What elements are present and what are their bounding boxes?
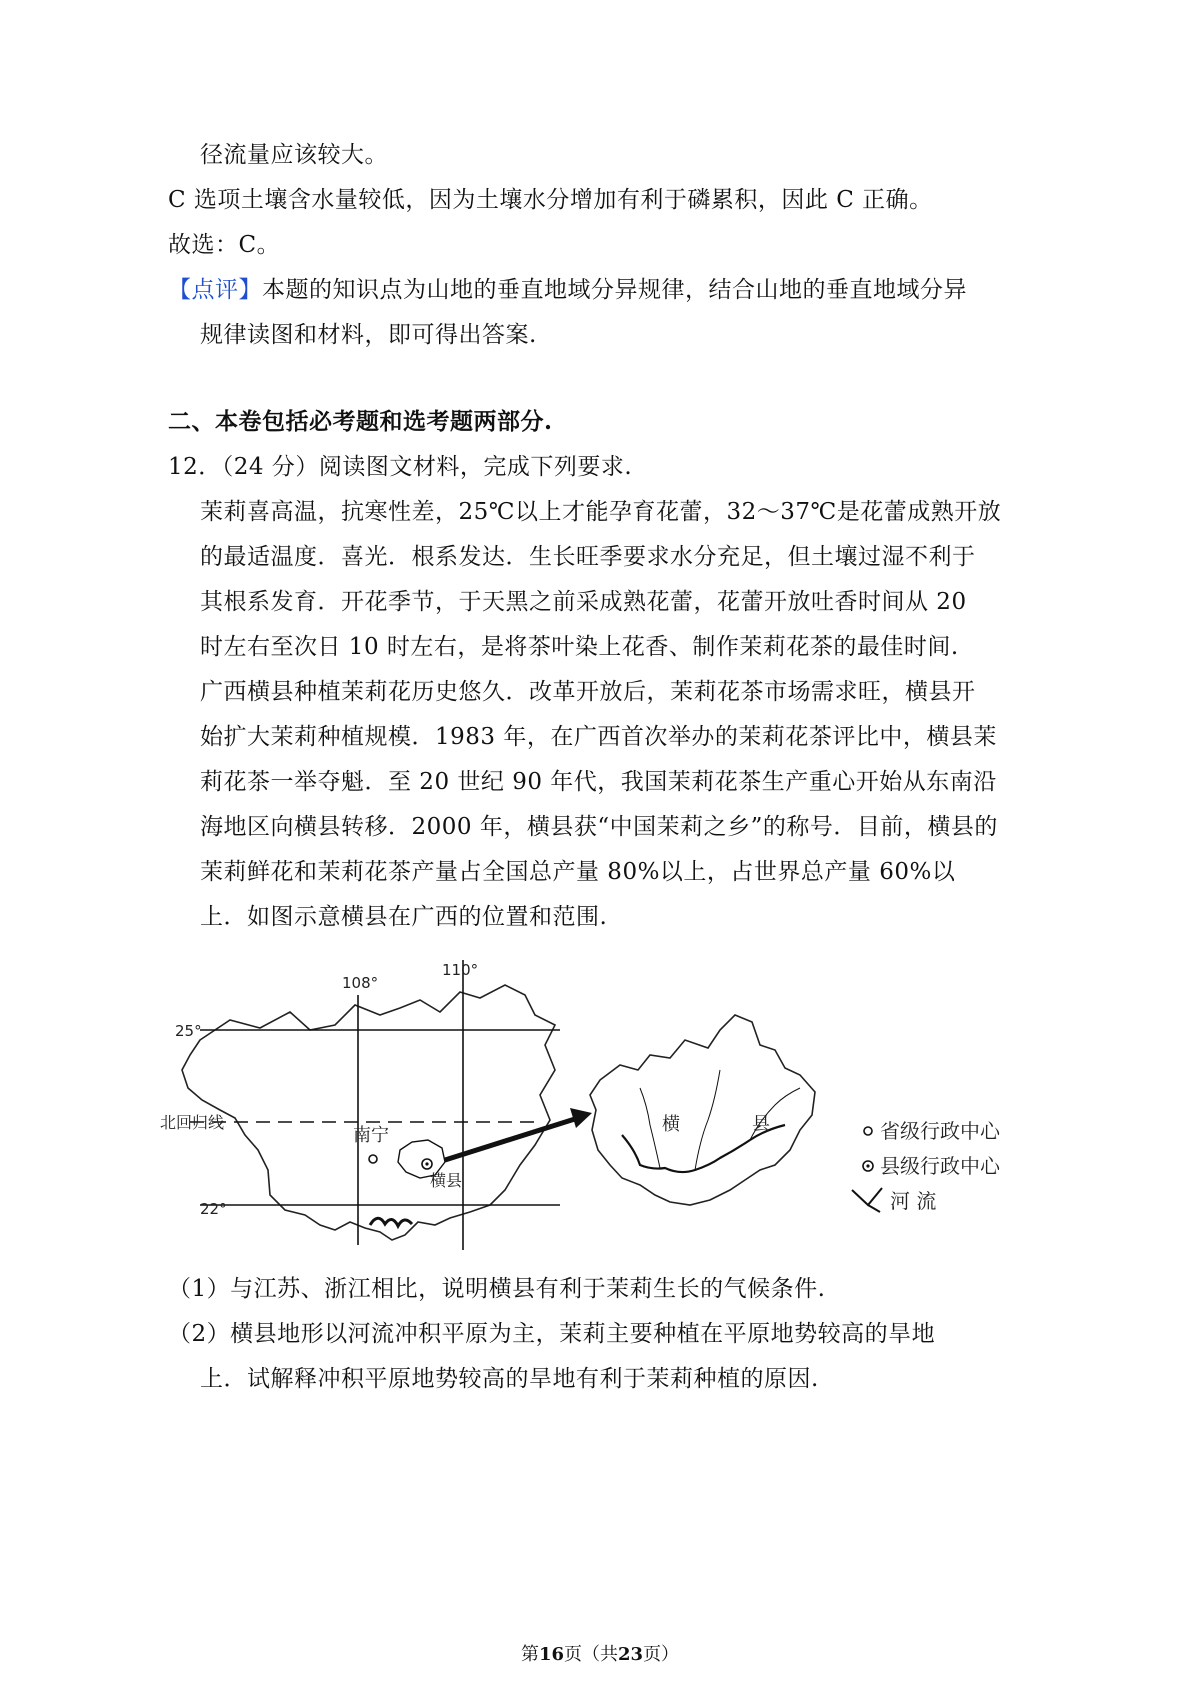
para1-line-4: 时左右至次日 10 时左右，是将茶叶染上花香、制作茉莉花茶的最佳时间. bbox=[200, 634, 959, 660]
footer-total-pages: 23 bbox=[618, 1644, 644, 1665]
page-footer bbox=[0, 1640, 1200, 1666]
answer-line-3: 故选：C。 bbox=[168, 232, 281, 258]
inset-river-branch-3 bbox=[640, 1088, 660, 1168]
footer-prefix: 第 bbox=[520, 1644, 539, 1665]
footer-middle: 页（共 bbox=[564, 1644, 618, 1665]
nanning-marker bbox=[369, 1155, 377, 1163]
para1-line-3: 其根系发育．开花季节，于天黑之前采成熟花蕾，花蕾开放吐香时间从 20 bbox=[200, 589, 967, 615]
answer-line-2: C 选项土壤含水量较低，因为土壤水分增加有利于磷累积，因此 C 正确。 bbox=[168, 187, 933, 213]
footer-page-number: 16 bbox=[538, 1644, 564, 1665]
label-lat-22: 22° bbox=[200, 1200, 227, 1218]
para2-line-2: 始扩大茉莉种植规模．1983 年，在广西首次举办的茉莉花茶评比中，横县茉 bbox=[200, 724, 997, 750]
label-tropic: 北回归线 bbox=[160, 1113, 225, 1132]
para2-line-6: 上．如图示意横县在广西的位置和范围. bbox=[200, 904, 608, 930]
comment-line-1 bbox=[168, 275, 967, 305]
para2-line-1: 广西横县种植茉莉花历史悠久．改革开放后，茉莉花茶市场需求旺，横县开 bbox=[200, 679, 976, 705]
zoom-arrow bbox=[445, 1118, 578, 1160]
question-2-line-1: （2）横县地形以河流冲积平原为主，茉莉主要种植在平原地势较高的旱地 bbox=[168, 1321, 936, 1347]
para2-line-5: 茉莉鲜花和茉莉花茶产量占全国总产量 80%以上，占世界总产量 60%以 bbox=[200, 859, 956, 885]
label-nanning: 南宁 bbox=[353, 1125, 389, 1146]
coastline bbox=[370, 1218, 412, 1226]
label-lat-25: 25° bbox=[175, 1022, 202, 1040]
legend-county-label: 县级行政中心 bbox=[880, 1154, 1000, 1178]
footer-suffix: 页） bbox=[643, 1644, 680, 1665]
comment-tag: 【点评】 bbox=[168, 277, 262, 303]
legend-river-label: 河 流 bbox=[890, 1189, 937, 1213]
para1-line-1: 茉莉喜高温，抗寒性差，25℃以上才能孕育花蕾，32～37℃是花蕾成熟开放 bbox=[200, 499, 1002, 525]
inset-river-branch-1 bbox=[695, 1070, 720, 1170]
label-inset-xian: 县 bbox=[752, 1114, 770, 1135]
para1-line-2: 的最适温度．喜光．根系发达．生长旺季要求水分充足，但土壤过湿不利于 bbox=[200, 544, 976, 570]
hengxian-marker-inner bbox=[425, 1162, 428, 1165]
question-2-line-2: 上．试解释冲积平原地势较高的旱地有利于茉莉种植的原因. bbox=[200, 1366, 819, 1392]
legend-county-icon-inner bbox=[866, 1164, 869, 1167]
zoom-arrow-head bbox=[570, 1108, 592, 1128]
para2-line-4: 海地区向横县转移．2000 年，横县获“中国茉莉之乡”的称号．目前，横县的 bbox=[200, 814, 998, 840]
section-heading: 二、本卷包括必考题和选考题两部分. bbox=[168, 408, 553, 435]
label-inset-heng: 横 bbox=[662, 1114, 680, 1135]
question-1: （1）与江苏、浙江相比，说明横县有利于茉莉生长的气候条件. bbox=[168, 1276, 826, 1302]
question-12-title: 12．（24 分）阅读图文材料，完成下列要求. bbox=[168, 454, 633, 480]
answer-line-1: 径流量应该较大。 bbox=[200, 142, 388, 168]
hengxian-inset-outline bbox=[590, 1015, 815, 1205]
para2-line-3: 莉花茶一举夺魁．至 20 世纪 90 年代，我国茉莉花茶生产重心开始从东南沿 bbox=[200, 769, 997, 795]
legend-provincial-label: 省级行政中心 bbox=[880, 1119, 1000, 1143]
label-lon-108: 108° bbox=[342, 974, 379, 992]
comment-text-1: 本题的知识点为山地的垂直地域分异规律，结合山地的垂直地域分异 bbox=[262, 277, 967, 303]
legend-river-icon bbox=[852, 1188, 882, 1212]
label-lon-110: 110° bbox=[442, 961, 479, 979]
guangxi-outline bbox=[182, 985, 555, 1240]
label-hengxian: 横县 bbox=[430, 1171, 463, 1190]
comment-line-2: 规律读图和材料，即可得出答案. bbox=[200, 322, 537, 348]
legend-provincial-icon bbox=[864, 1127, 872, 1135]
